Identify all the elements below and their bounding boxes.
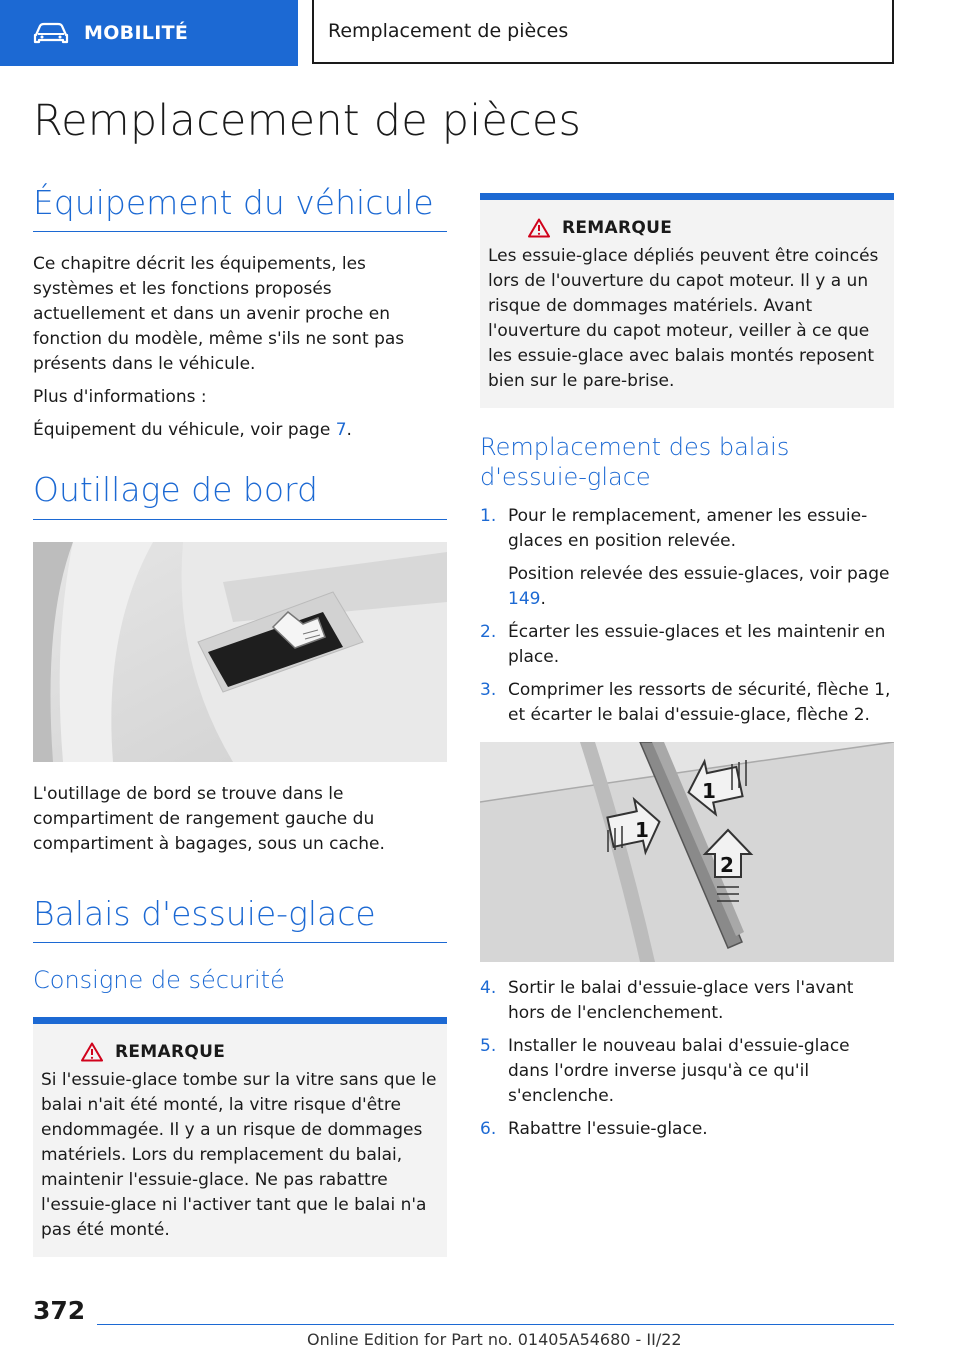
heading-balais: Balais d'essuie-glace <box>33 893 447 943</box>
page-number: 372 <box>33 1296 86 1325</box>
page-link-7[interactable]: 7 <box>335 420 347 441</box>
left-column <box>33 182 447 1257</box>
page-link-149[interactable]: 149 <box>508 589 541 609</box>
footer-divider <box>97 1324 894 1325</box>
warning-icon <box>81 1042 103 1062</box>
arrow-label-1b: 1 <box>702 779 716 803</box>
heading-equipement: Équipement du véhicule <box>33 182 447 232</box>
steps-list-b <box>480 976 894 1142</box>
arrow-label-1a: 1 <box>635 818 649 842</box>
car-icon <box>32 21 70 45</box>
step-1: 1. Pour le remplacement, amener les essuie-glaces en position relevée. Position relevée des essuie-glaces, voir page 149. <box>480 504 894 612</box>
steps-list-a <box>480 504 894 728</box>
wiper-illustration <box>480 742 894 962</box>
equipement-reference: Équipement du véhicule, voir page 7. <box>33 420 352 441</box>
equipement-body: Ce chapitre décrit les équipements, les systèmes et les fonctions proposés actuellement et dans un avenir proche en fonction du modèle, même s'ils ne sont pas présents dans le véhicule. <box>33 254 405 375</box>
step-3: 3. Comprimer les ressorts de sécurité, flèche 1, et écarter le balai d'essuie-glace, flèche 2. <box>480 680 891 725</box>
chapter-header <box>312 0 894 64</box>
note-title: REMARQUE <box>562 218 673 238</box>
step-6: 6. Rabattre l'essuie-glace. <box>480 1119 708 1139</box>
edition-footer: Online Edition for Part no. 01405A54680 - II/22 <box>307 1330 682 1349</box>
toolkit-photo <box>33 542 447 762</box>
right-column <box>480 193 894 1150</box>
wiper-photo <box>480 742 894 962</box>
heading-outillage: Outillage de bord <box>33 469 447 519</box>
note-body: Si l'essuie-glace tombe sur la vitre sans que le balai n'ait été monté, la vitre risque d'être endommagée. Il y a un risque de dommages matériels. Lors du remplacement du balai, maintenir l'essuie-glace. Ne pas rabattre l'essuie-glace ni l'activer tant que le balai n'a pas été monté. <box>41 1069 437 1240</box>
chapter-label: Remplacement de pièces <box>328 20 569 42</box>
warning-note-hood <box>480 193 894 408</box>
outillage-caption: L'outillage de bord se trouve dans le compartiment de rangement gauche du compartiment à bagages, sous un cache. <box>33 783 385 854</box>
section-tab <box>0 0 298 66</box>
arrow-label-2: 2 <box>720 853 734 877</box>
note-body: Les essuie-glace dépliés peuvent être coincés lors de l'ouverture du capot moteur. Il y a un risque de dommages matériels. Avant l'ouverture du capot moteur, veiller à ce que les essuie-glace avec balais montés reposent bien sur le pare-brise. <box>488 246 879 391</box>
subheading-consigne: Consigne de sécurité <box>33 965 285 994</box>
toolkit-illustration <box>33 542 447 762</box>
note-title: REMARQUE <box>115 1041 226 1062</box>
page-title: Remplacement de pièces <box>33 96 582 146</box>
more-info-label: Plus d'informations : <box>33 387 207 408</box>
step-1-reference: Position relevée des essuie-glaces, voir page 149. <box>508 564 890 609</box>
step-4: 4. Sortir le balai d'essuie-glace vers l'avant hors de l'enclenchement. <box>480 978 854 1023</box>
step-2: 2. Écarter les essuie-glaces et les maintenir en place. <box>480 622 886 667</box>
warning-icon <box>528 218 550 238</box>
step-5: 5. Installer le nouveau balai d'essuie-glace dans l'ordre inverse jusqu'à ce qu'il s'enclenche. <box>480 1036 850 1106</box>
heading-remplacement-balais: Remplacement des balais d'essuie-glace <box>480 433 790 491</box>
warning-note <box>33 1017 447 1257</box>
section-label: MOBILITÉ <box>84 22 189 44</box>
